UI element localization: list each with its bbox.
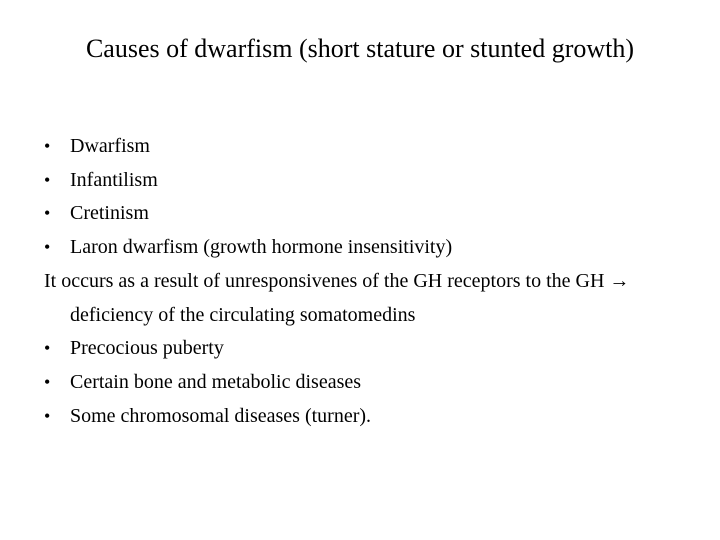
slide-body (44, 130, 684, 433)
bullet-icon: • (44, 203, 51, 224)
list-item (44, 197, 684, 231)
bullet-icon: • (44, 371, 51, 392)
list-item (44, 400, 684, 434)
list-item (44, 231, 684, 265)
list-item (44, 130, 684, 164)
list-item (44, 332, 684, 366)
bullet-icon: • (44, 338, 51, 359)
list-item-text: Laron dwarfism (growth hormone insensitivity) (70, 236, 453, 259)
bullet-icon: • (44, 136, 51, 156)
list-item (44, 164, 684, 198)
list-item-text: Infantilism (70, 168, 158, 191)
explanation-paragraph: It occurs as a result of unresponsivenes of the GH receptors to the GH → deficiency of the circulating somatomedins (44, 269, 630, 326)
list-item-text: Dwarfism (70, 135, 150, 157)
bullet-icon: • (44, 169, 51, 190)
list-item-text: Certain bone and metabolic diseases (70, 370, 362, 393)
bullet-icon: • (44, 237, 51, 258)
list-item-text: Precocious puberty (70, 337, 224, 360)
list-item (44, 366, 684, 400)
slide-title: Causes of dwarfism (short stature or stunted growth) (85, 34, 635, 63)
list-item-text: Some chromosomal diseases (turner). (70, 404, 372, 427)
bullet-icon: • (44, 405, 51, 426)
list-item-text: Cretinism (70, 202, 149, 225)
